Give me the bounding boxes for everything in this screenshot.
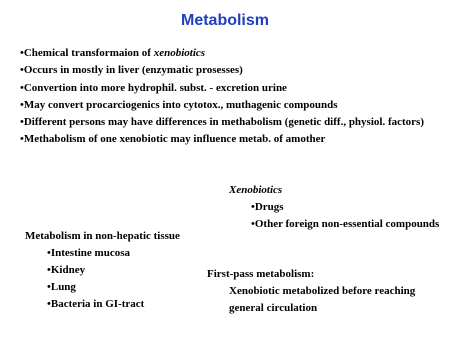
bullet-item — [20, 114, 424, 131]
non-hepatic-heading: Metabolism in non-hepatic tissue — [25, 230, 180, 242]
xenobiotics-block — [229, 182, 439, 233]
non-hepatic-item: •Lung — [47, 281, 76, 293]
bullet-text: •Convertion into more hydrophil. subst. - excretion urine — [20, 81, 287, 94]
first-pass-heading: First-pass metabolism: — [207, 268, 315, 280]
main-bullet-list — [20, 45, 424, 149]
bullet-text: •Chemical transformaion of — [20, 47, 154, 59]
non-hepatic-block — [25, 228, 180, 313]
xenobiotics-heading: Xenobiotics — [229, 184, 283, 196]
bullet-text: •Different persons may have differences in methabolism (genetic diff., physiol. factors) — [20, 116, 424, 129]
non-hepatic-item: •Intestine mucosa — [47, 247, 130, 259]
bullet-item — [20, 97, 424, 114]
bullet-item — [20, 131, 424, 148]
first-pass-line: Xenobiotic metabolized before reaching — [229, 285, 416, 297]
first-pass-line: general circulation — [229, 302, 318, 314]
bullet-text: •May convert procarciogenics into cytotox., muthagenic compounds — [20, 98, 338, 111]
bullet-item — [20, 80, 424, 97]
bullet-item — [20, 45, 424, 62]
bullet-item — [20, 62, 424, 79]
bullet-text: •Methabolism of one xenobiotic may influence metab. of amother — [20, 133, 326, 146]
bullet-text: •Occurs in mostly in liver (enzymatic prosesses) — [20, 64, 243, 77]
first-pass-block — [207, 266, 415, 317]
bullet-italic-text: xenobiotics — [153, 47, 206, 59]
non-hepatic-item: •Bacteria in GI-tract — [47, 298, 145, 310]
xenobiotics-item: •Other foreign non-essential compounds — [251, 218, 440, 230]
non-hepatic-item: •Kidney — [47, 264, 86, 276]
xenobiotics-item: •Drugs — [251, 201, 284, 213]
slide-title: Metabolism — [180, 12, 269, 29]
